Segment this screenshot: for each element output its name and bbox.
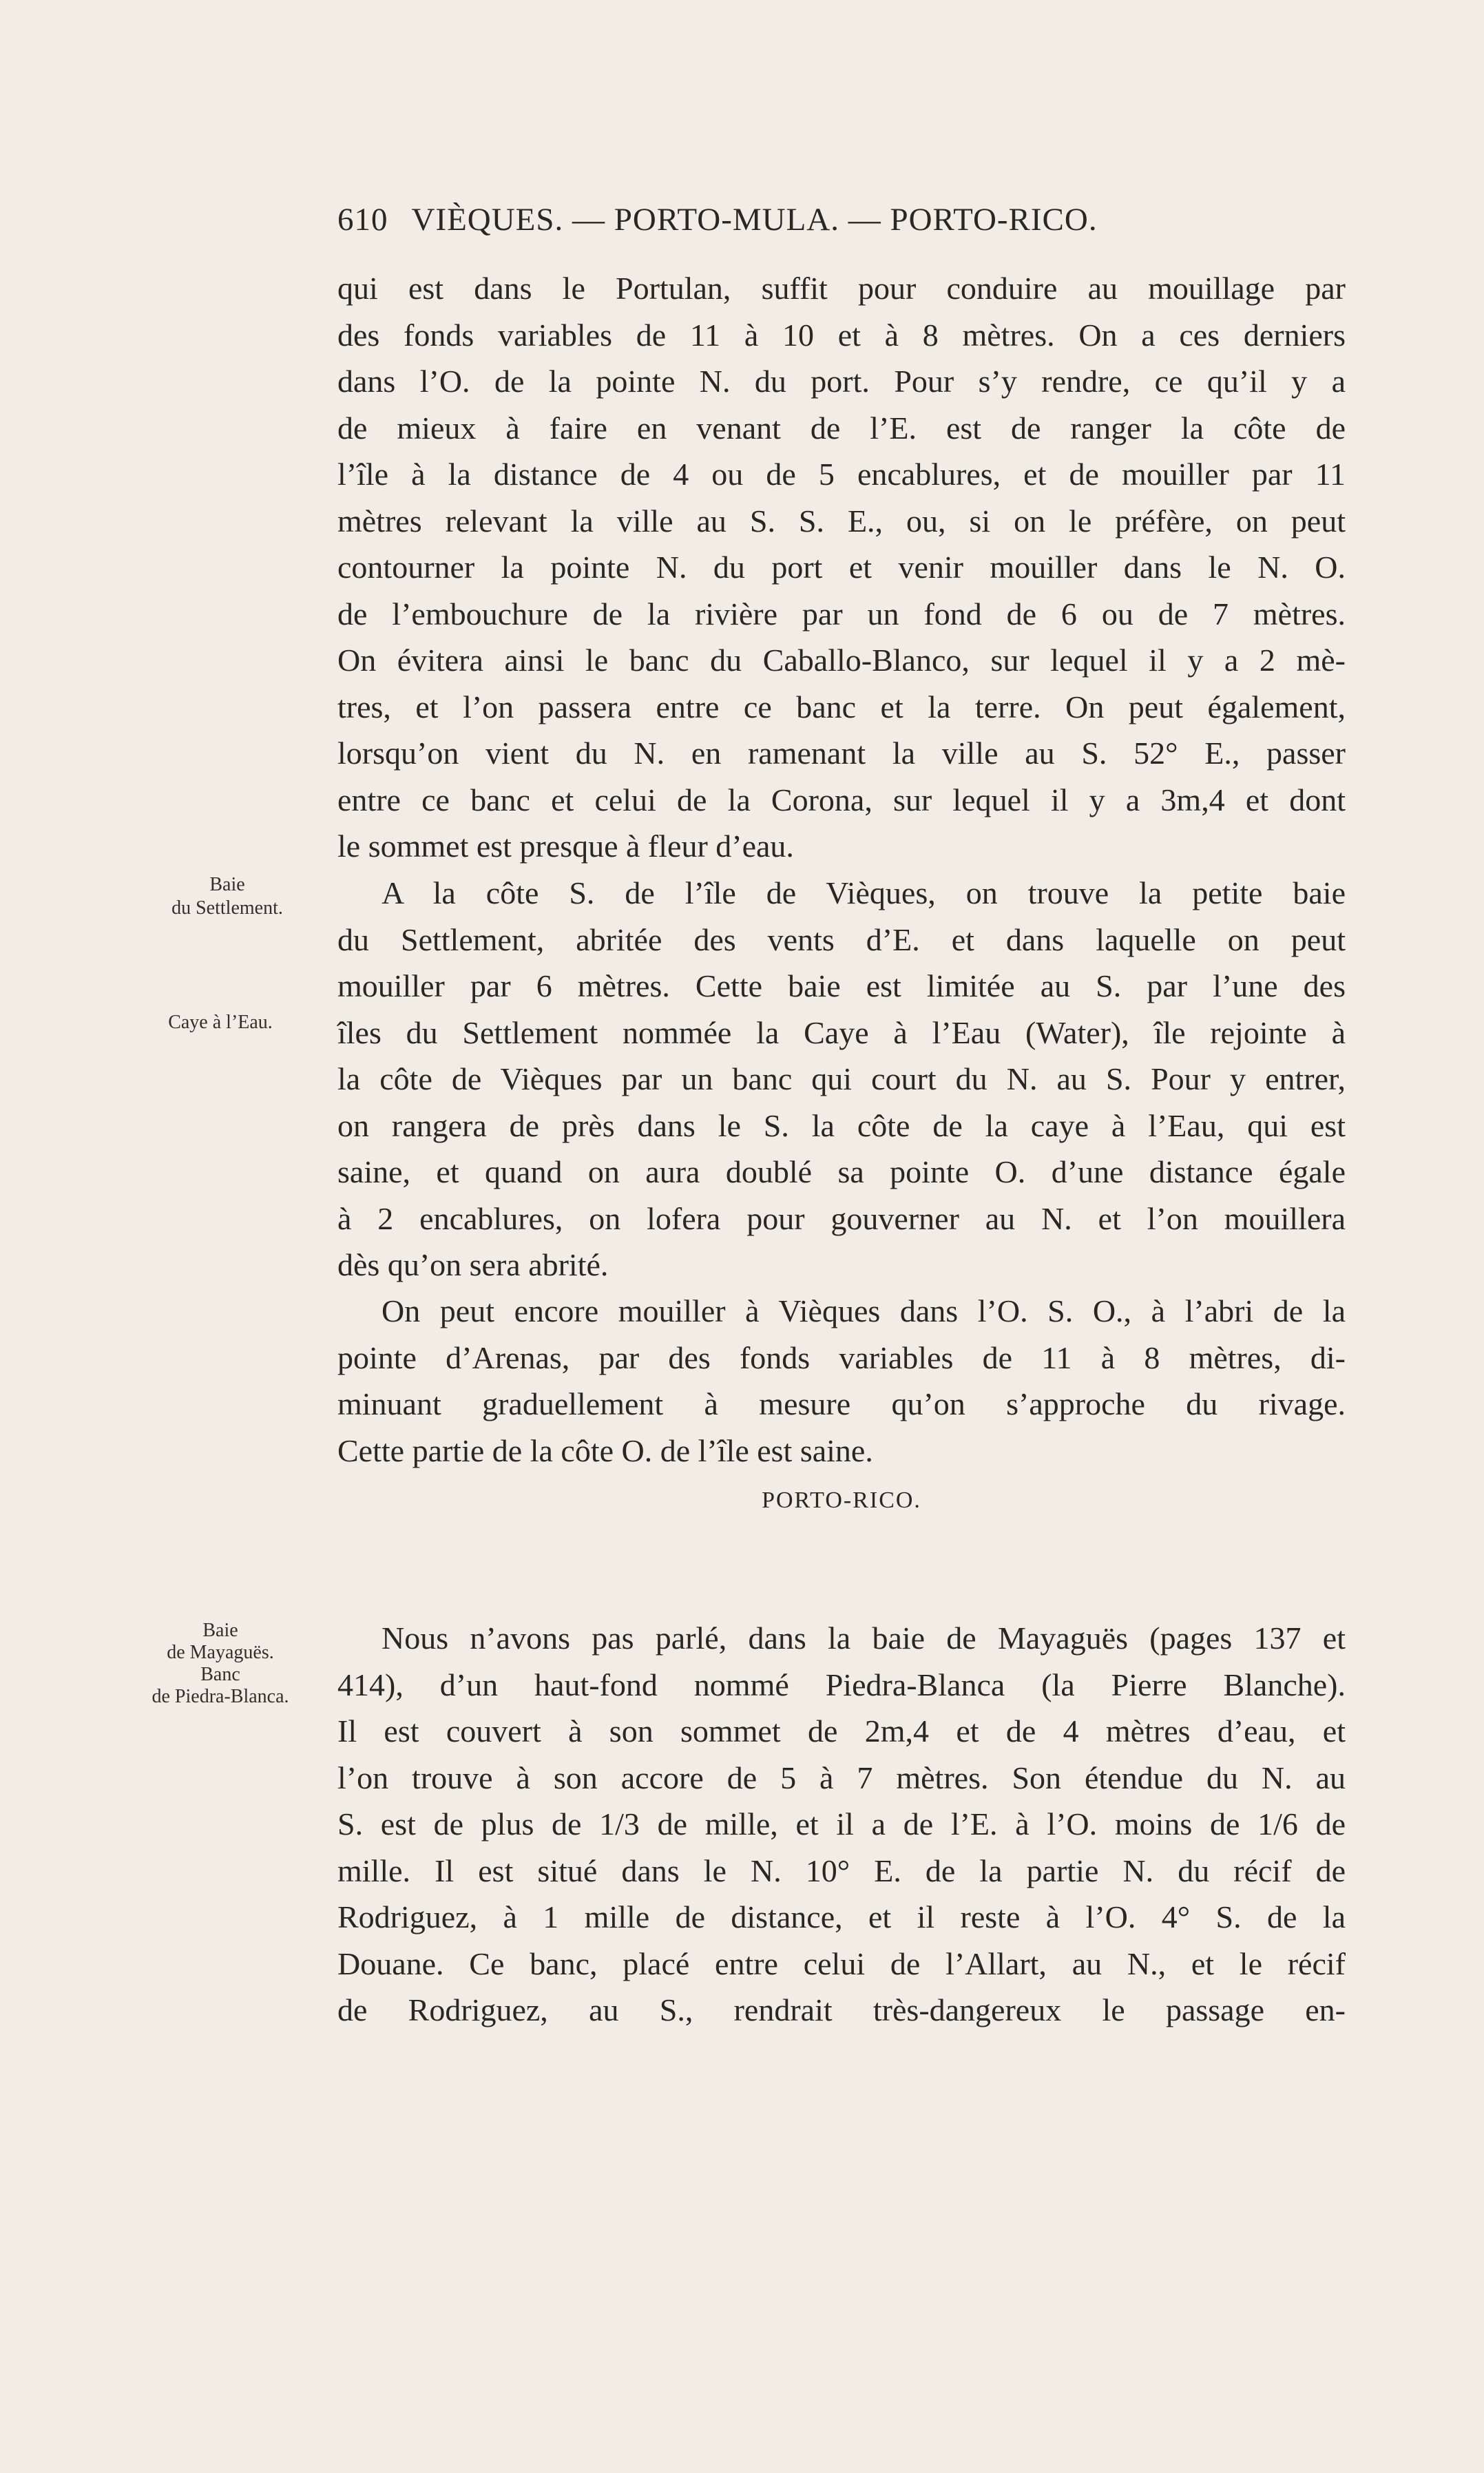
text-line: de l’embouchure de la rivière par un fond de 6 ou de 7 mètres. <box>337 596 1346 632</box>
text-line: lorsqu’on vient du N. en ramenant la ville au S. 52° E., passer <box>337 735 1346 771</box>
margin-note-line: Baie <box>209 874 245 895</box>
margin-note-caye-eau <box>124 1011 317 1034</box>
text-line: On peut encore mouiller à Vièques dans l’O. S. O., à l’abri de la <box>382 1293 1346 1328</box>
text-line: saine, et quand on aura doublé sa pointe O. d’une distance égale <box>337 1154 1346 1189</box>
margin-note-line: du Settlement. <box>171 897 283 919</box>
text-line: Il est couvert à son sommet de 2m,4 et de 4 mètres d’eau, et <box>337 1713 1346 1749</box>
running-header <box>337 201 1357 238</box>
header-title: VIÈQUES. — PORTO-MULA. — PORTO-RICO. <box>411 202 1098 238</box>
text-line: de mieux à faire en venant de l’E. est de ranger la côte de <box>337 410 1346 446</box>
text-line: l’île à la distance de 4 ou de 5 encablures, et de mouiller par 11 <box>337 457 1346 492</box>
text-line: du Settlement, abritée des vents d’E. et dans laquelle on peut <box>337 921 1346 957</box>
text-line: la côte de Vièques par un banc qui court du N. au S. Pour y entrer, <box>337 1061 1346 1096</box>
margin-note-baie-settlement <box>138 873 317 920</box>
paragraph-2 <box>337 870 1346 1288</box>
text-line: Douane. Ce banc, placé entre celui de l’Allart, au N., et le récif <box>337 1945 1346 1981</box>
margin-note-line: de Mayaguës. <box>167 1642 274 1663</box>
text-line: mouiller par 6 mètres. Cette baie est limitée au S. par l’une des <box>337 968 1346 1003</box>
page-number: 610 <box>337 202 388 238</box>
margin-note-line: Baie <box>202 1620 238 1641</box>
paragraph-3 <box>337 1288 1346 1474</box>
text-line: 414), d’un haut-fond nommé Piedra-Blanca (la Pierre Blanche). <box>337 1667 1346 1702</box>
text-line: A la côte S. de l’île de Vièques, on trouve la petite baie <box>382 875 1346 910</box>
text-line: îles du Settlement nommée la Caye à l’Eau (Water), île rejointe à <box>337 1014 1346 1050</box>
text-line: tres, et l’on passera entre ce banc et la terre. On peut également, <box>337 689 1346 724</box>
text-line: minuant graduellement à mesure qu’on s’approche du rivage. <box>337 1386 1346 1421</box>
text-line: mètres relevant la ville au S. S. E., ou, si on le préfère, on peut <box>337 503 1346 539</box>
paragraph-4 <box>337 1615 1346 2034</box>
margin-note-line: Banc <box>200 1664 240 1685</box>
text-line: de Rodriguez, au S., rendrait très-dangereux le passage en- <box>337 1992 1346 2027</box>
paragraph-1 <box>337 265 1346 870</box>
text-line: le sommet est presque à fleur d’eau. <box>337 828 794 864</box>
text-line: des fonds variables de 11 à 10 et à 8 mètres. On a ces derniers <box>337 317 1346 353</box>
text-line: à 2 encablures, on lofera pour gouverner au N. et l’on mouillera <box>337 1200 1346 1236</box>
section-title: PORTO-RICO. <box>762 1488 921 1513</box>
text-line: mille. Il est situé dans le N. 10° E. de la partie N. du récif de <box>337 1853 1346 1888</box>
margin-note-baie-mayagues <box>110 1620 331 1708</box>
text-line: l’on trouve à son accore de 5 à 7 mètres. Son étendue du N. au <box>337 1760 1346 1795</box>
text-line: entre ce banc et celui de la Corona, sur lequel il y a 3m,4 et dont <box>337 782 1346 817</box>
text-line: S. est de plus de 1/3 de mille, et il a de l’E. à l’O. moins de 1/6 de <box>337 1806 1346 1841</box>
text-line: Rodriguez, à 1 mille de distance, et il reste à l’O. 4° S. de la <box>337 1899 1346 1934</box>
margin-note-line: de Piedra-Blanca. <box>151 1686 289 1707</box>
text-line: dans l’O. de la pointe N. du port. Pour s’y rendre, ce qu’il y a <box>337 364 1346 399</box>
text-line: on rangera de près dans le S. la côte de la caye à l’Eau, qui est <box>337 1107 1346 1143</box>
margin-note-line: Caye à l’Eau. <box>168 1012 273 1033</box>
text-line: dès qu’on sera abrité. <box>337 1247 609 1282</box>
text-line: contourner la pointe N. du port et venir mouiller dans le N. O. <box>337 550 1346 585</box>
text-line: qui est dans le Portulan, suffit pour conduire au mouillage par <box>337 271 1346 306</box>
text-line: Nous n’avons pas parlé, dans la baie de Mayaguës (pages 137 et <box>382 1620 1346 1656</box>
text-line: Cette partie de la côte O. de l’île est saine. <box>337 1432 873 1468</box>
text-line: pointe d’Arenas, par des fonds variables de 11 à 8 mètres, di- <box>337 1339 1346 1375</box>
text-line: On évitera ainsi le banc du Caballo-Blanco, sur lequel il y a 2 mè- <box>337 643 1346 678</box>
